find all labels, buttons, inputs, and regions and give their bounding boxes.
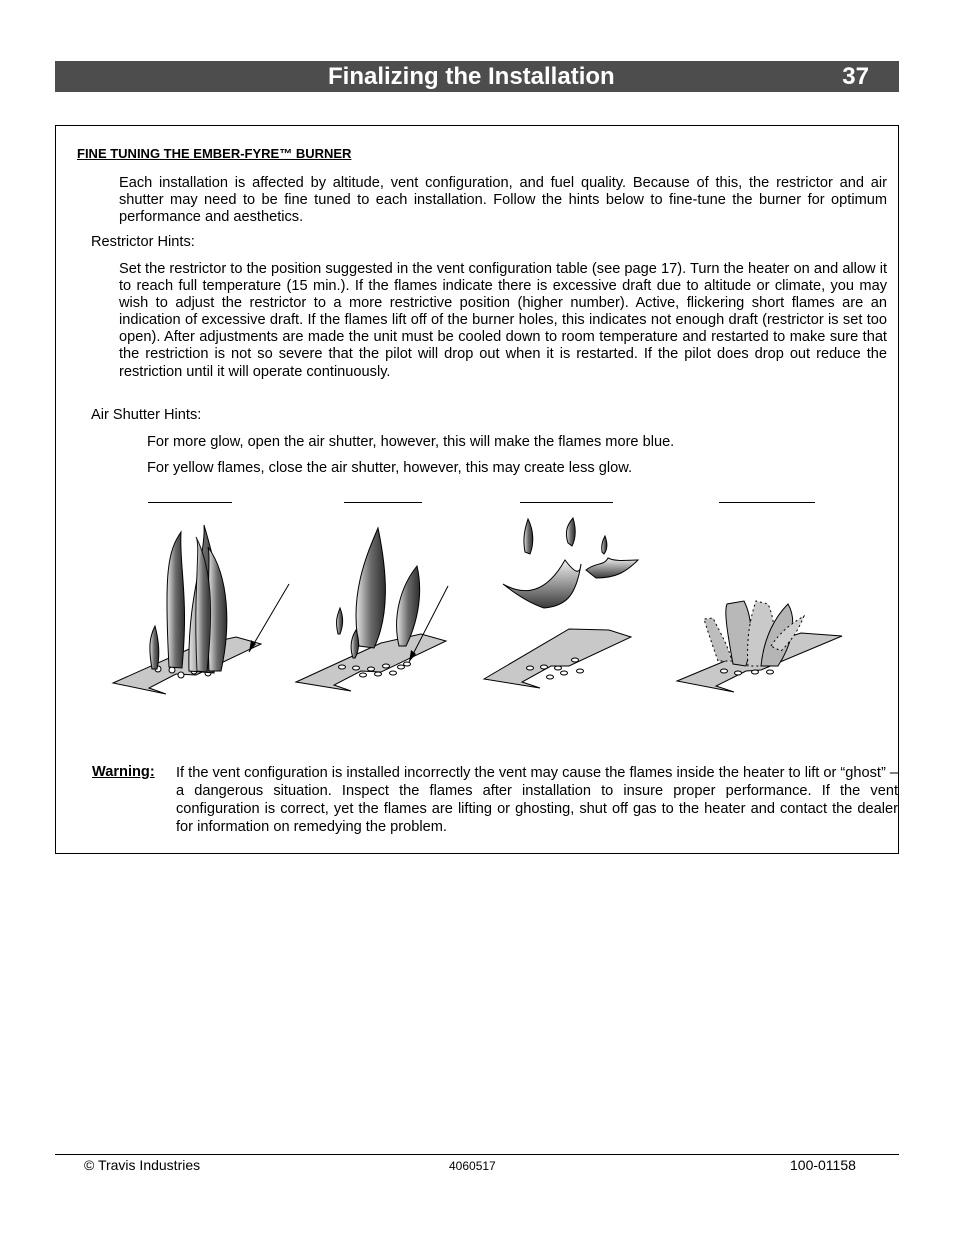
footer-copyright: © Travis Industries (84, 1157, 201, 1173)
air-shutter-heading: Air Shutter Hints: (91, 407, 202, 423)
air-shutter-glow-hint: For more glow, open the air shutter, however, this will make the flames more blue. (147, 434, 675, 450)
page-title: Finalizing the Installation (328, 63, 615, 90)
page-number: 37 (842, 63, 869, 90)
burner-figure-medium-flames (296, 528, 448, 691)
footer-part-number: 100-01158 (790, 1157, 856, 1173)
burner-figure-tall-flames (113, 525, 289, 694)
section-heading: FINE TUNING THE EMBER-FYRE™ BURNER (77, 146, 352, 161)
air-shutter-yellow-hint: For yellow flames, close the air shutter, however, this may create less glow. (147, 460, 633, 476)
burner-flame-illustrations (56, 126, 898, 853)
restrictor-paragraph: Set the restrictor to the position suggested in the vent configuration table (see page 17). Turn the heater on and allow it to reach full temperature (15 min.). If the flames indicate there is excessive draft due to altitude or climate, you may wish to adjust the restrictor to a more restrictive position (higher number). Active, flickering short flames are an indication of excessive draft. If the flames lift off of the burner holes, this indicates not enough draft (restrictor is set too open). After adjustments are made the unit must be cooled down to room temperature and restarted to make sure that the restriction is not so severe that the pilot will drop out when it is restarted. If the pilot does drop out reduce the restriction until it will operate continuously. (119, 261, 887, 380)
footer-code: 4060517 (449, 1159, 496, 1173)
burner-figure-lifting-flames (484, 518, 638, 688)
burner-figure-ghosting-flames (677, 601, 842, 692)
intro-paragraph: Each installation is affected by altitude, vent configuration, and fuel quality. Because of this, the restrictor and air shutter may need to be fine tuned to each installation. Follow the hints below to fine-tune the burner for optimum performance and aesthetics. (119, 175, 887, 226)
content-box (55, 125, 899, 854)
restrictor-heading: Restrictor Hints: (91, 234, 195, 250)
warning-label: Warning: (92, 764, 155, 780)
footer-divider (55, 1154, 899, 1155)
page-header (55, 61, 899, 92)
warning-text: If the vent configuration is installed incorrectly the vent may cause the flames inside the heater to lift or “ghost” – a dangerous situation. Inspect the flames after installation to insure proper performance. If the vent configuration is correct, yet the flames are lifting or ghosting, shut off gas to the heater and contact the dealer for information on remedying the problem. (176, 765, 898, 835)
